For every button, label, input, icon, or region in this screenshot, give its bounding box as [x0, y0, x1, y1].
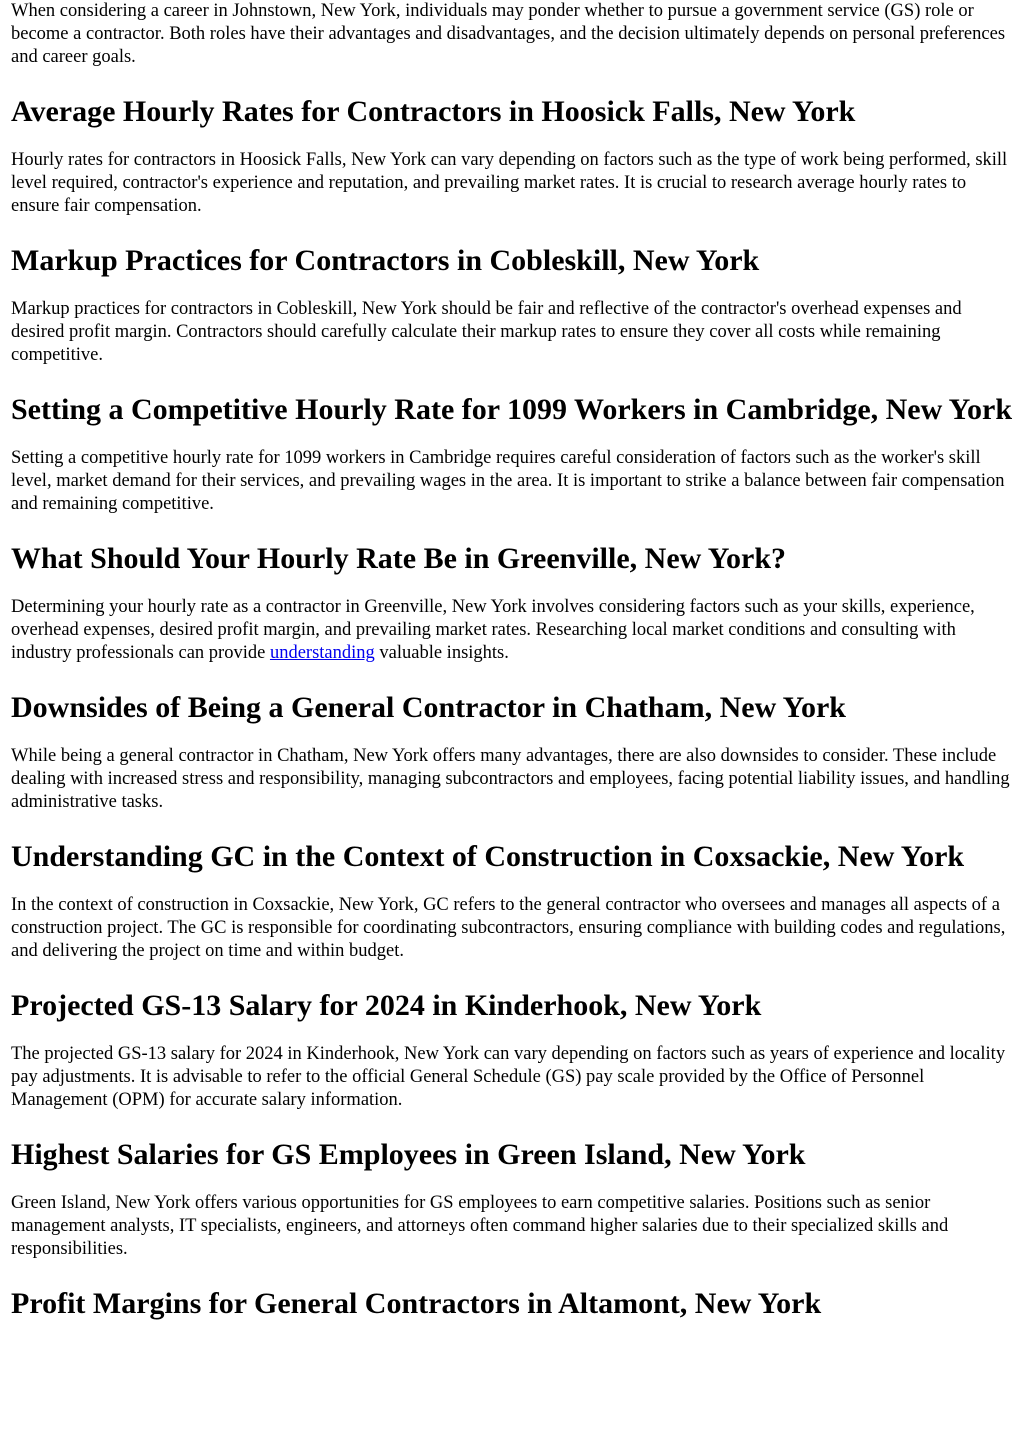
- paragraph-greenville-text: Determining your hourly rate as a contractor in Greenville, New York involves considering factors such as your skills, experience, overhead expenses, desired profit margin, and prevailing market rates. Researching local market conditions and consulting with industry professionals can provide: [11, 597, 975, 663]
- paragraph-hoosick-falls: Hourly rates for contractors in Hoosick Falls, New York can vary depending on factors such as the type of work being performed, skill level required, contractor's experience and reputation, and prevailing market rates. It is crucial to research average hourly rates to ensure fair compensation.: [11, 150, 1008, 216]
- heading-chatham: Downsides of Being a General Contractor in Chatham, New York: [11, 691, 846, 724]
- paragraph-cobleskill: Markup practices for contractors in Cobleskill, New York should be fair and reflective of the contractor's overhead expenses and desired profit margin. Contractors should carefully calculate their markup rates to ensure they cover all costs while remaining competitive.: [11, 299, 962, 365]
- intro-paragraph: When considering a career in Johnstown, New York, individuals may ponder whether to pursue a government service (GS) role or become a contractor. Both roles have their advantages and disadvantages, and the decision ultimately depends on personal preferences and career goals.: [11, 1, 1006, 67]
- heading-cobleskill: Markup Practices for Contractors in Cobleskill, New York: [11, 244, 760, 277]
- heading-hoosick-falls: Average Hourly Rates for Contractors in Hoosick Falls, New York: [11, 95, 856, 128]
- paragraph-kinderhook: The projected GS-13 salary for 2024 in Kinderhook, New York can vary depending on factors such as years of experience and locality pay adjustments. It is advisable to refer to the official General Schedule (GS) pay scale provided by the Office of Personnel Management (OPM) for accurate salary information.: [11, 1044, 1006, 1110]
- paragraph-green-island: Green Island, New York offers various opportunities for GS employees to earn competitive salaries. Positions such as senior management analysts, IT specialists, engineers, and attorneys often command higher salaries due to their specialized skills and responsibilities.: [11, 1193, 949, 1259]
- paragraph-chatham: While being a general contractor in Chatham, New York offers many advantages, there are also downsides to consider. These include dealing with increased stress and responsibility, managing subcontractors and employees, facing potential liability issues, and handling administrative tasks.: [11, 746, 1010, 812]
- paragraph-coxsackie: In the context of construction in Coxsackie, New York, GC refers to the general contractor who oversees and manages all aspects of a construction project. The GC is responsible for coordinating subcontractors, ensuring compliance with building codes and regulations, and delivering the project on time and within budget.: [11, 895, 1006, 961]
- paragraph-greenville: [11, 596, 1013, 665]
- paragraph-greenville-tail: valuable insights.: [374, 643, 509, 663]
- understanding-link[interactable]: understanding: [269, 643, 375, 663]
- heading-coxsackie: Understanding GC in the Context of Construction in Coxsackie, New York: [11, 840, 965, 873]
- paragraph-cambridge: Setting a competitive hourly rate for 1099 workers in Cambridge requires careful consideration of factors such as the worker's skill level, market demand for their services, and prevailing wages in the area. It is important to strike a balance between fair compensation and remaining competitive.: [11, 448, 1005, 514]
- heading-kinderhook: Projected GS-13 Salary for 2024 in Kinderhook, New York: [11, 989, 762, 1022]
- heading-greenville: What Should Your Hourly Rate Be in Greenville, New York?: [11, 542, 787, 575]
- heading-altamont: Profit Margins for General Contractors in Altamont, New York: [11, 1287, 822, 1320]
- heading-cambridge: Setting a Competitive Hourly Rate for 1099 Workers in Cambridge, New York: [11, 393, 1013, 426]
- heading-green-island: Highest Salaries for GS Employees in Green Island, New York: [11, 1138, 806, 1171]
